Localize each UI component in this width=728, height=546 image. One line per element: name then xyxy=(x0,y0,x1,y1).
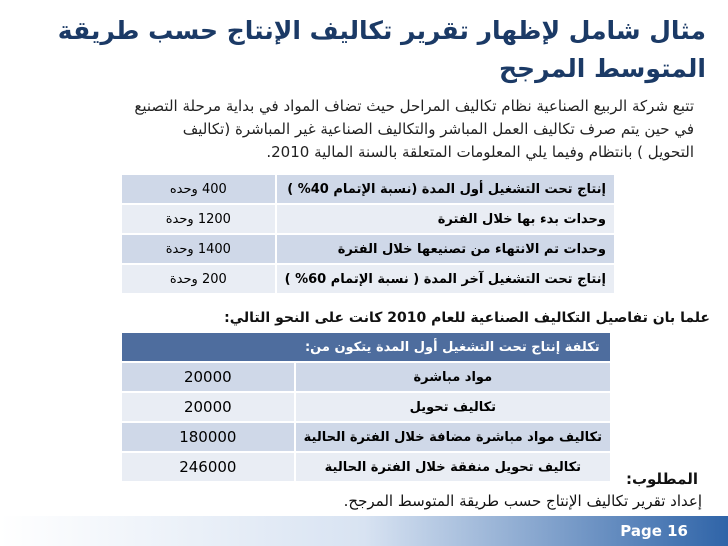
table-row xyxy=(122,264,614,294)
row-quantity: 400 وحده xyxy=(122,175,276,204)
row-value: 246000 xyxy=(122,452,295,482)
table-row xyxy=(122,234,614,264)
required-label: المطلوب: xyxy=(625,470,698,488)
page-number: Page 16 xyxy=(620,522,688,540)
table-row xyxy=(122,362,610,392)
footer-band xyxy=(0,516,728,546)
row-description: إنتاج تحت التشغيل أول المدة (نسبة الإتمام 40% ) xyxy=(276,175,614,204)
row-quantity: 1200 وحدة xyxy=(122,204,276,234)
intro-paragraph: تتبع شركة الربيع الصناعية نظام تكاليف المراحل حيث تضاف المواد في بداية مرحلة التصنيع في حين يتم صرف تكاليف العمل المباشر والتكاليف الصناعية غير المباشرة (تكاليف التحويل ) بانتظام وفيما يلي المعلومات المتعلقة بالسنة المالية 2010. xyxy=(134,97,694,161)
table-row xyxy=(122,392,610,422)
row-quantity: 1400 وحدة xyxy=(122,234,276,264)
row-description: إنتاج تحت التشغيل آخر المدة ( نسبة الإتمام 60% ) xyxy=(276,264,614,294)
row-description: تكاليف تحويل xyxy=(295,392,610,422)
table-row xyxy=(122,422,610,452)
costs-table xyxy=(122,333,610,483)
slide-title: مثال شامل لإظهار تقرير تكاليف الإنتاج حسب طريقة المتوسط المرجح xyxy=(57,16,706,83)
table-row xyxy=(122,175,614,204)
row-description: مواد مباشرة xyxy=(295,362,610,392)
table-row xyxy=(122,452,610,482)
table-header-row xyxy=(122,333,610,362)
costs-note: علما بان تفاصيل التكاليف الصناعية للعام 2010 كانت على النحو التالي: xyxy=(224,310,710,326)
row-value: 20000 xyxy=(122,392,295,422)
row-value: 20000 xyxy=(122,362,295,392)
table-row xyxy=(122,204,614,234)
costs-table-header: تكلفة إنتاج تحت التشغيل أول المدة يتكون من: xyxy=(295,333,610,362)
row-description: وحدات بدء بها خلال الفترة xyxy=(276,204,614,234)
row-value: 180000 xyxy=(122,422,295,452)
row-description: تكاليف تحويل منفقة خلال الفترة الحالية xyxy=(295,452,610,482)
row-quantity: 200 وحدة xyxy=(122,264,276,294)
required-text: إعداد تقرير تكاليف الإنتاج حسب طريقة المتوسط المرجح. xyxy=(343,492,702,510)
row-description: وحدات تم الانتهاء من تصنيعها خلال الفترة xyxy=(276,234,614,264)
production-table xyxy=(122,175,614,295)
header-empty-cell xyxy=(122,333,295,362)
row-description: تكاليف مواد مباشرة مضافة خلال الفترة الحالية xyxy=(295,422,610,452)
